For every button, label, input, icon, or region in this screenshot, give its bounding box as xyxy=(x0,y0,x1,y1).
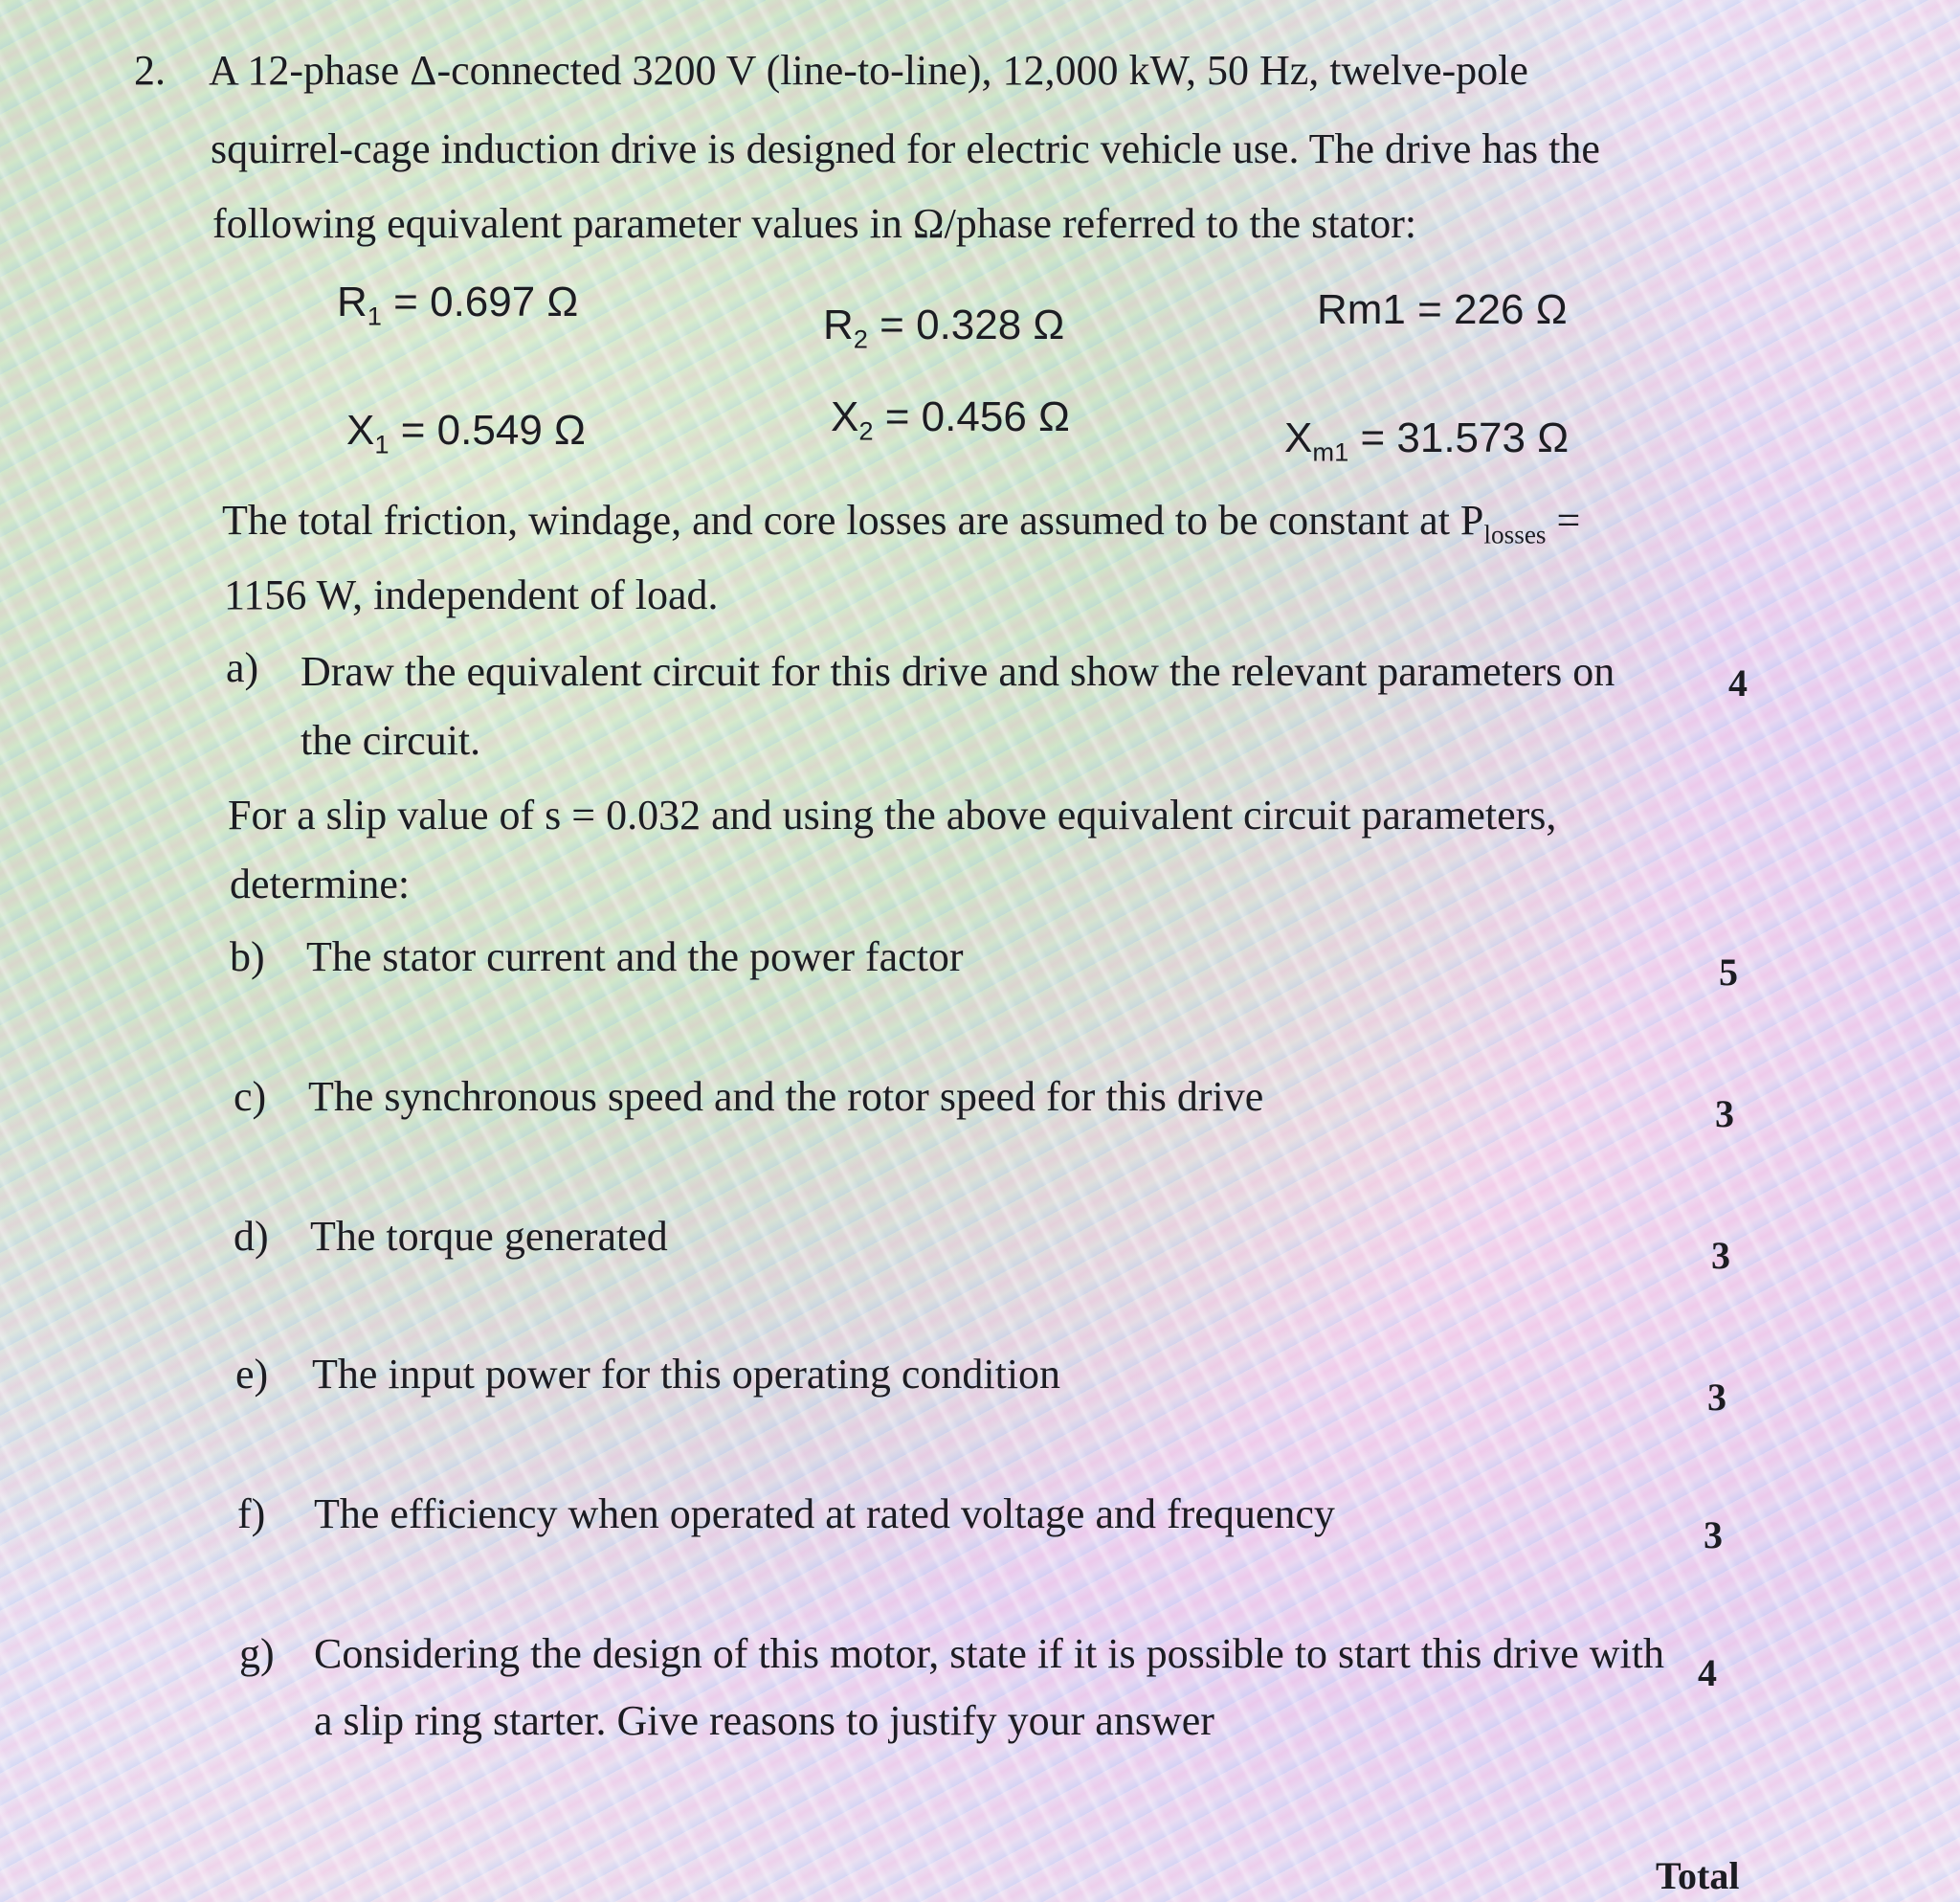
param-r2: $R_2 = 0.328$ Ω xyxy=(823,302,1065,354)
intro-line-2: squirrel-cage induction drive is designed for electric vehicle use. The drive has the xyxy=(211,125,1600,172)
part-g-line-2: a slip ring starter. Give reasons to justify your answer xyxy=(314,1697,1214,1744)
part-c-label: c) xyxy=(234,1073,267,1120)
param-xm1: $X_{m1} = 31.573$ Ω xyxy=(1284,414,1570,467)
part-c-marks: 3 xyxy=(1715,1092,1734,1135)
part-a-line-1: Draw the equivalent circuit for this drive and show the relevant parameters on xyxy=(301,648,1615,695)
part-b-text: The stator current and the power factor xyxy=(306,933,964,980)
part-g-label: g) xyxy=(239,1630,275,1677)
part-d-text: The torque generated xyxy=(310,1213,668,1260)
slip-line-2: determine: xyxy=(230,861,411,907)
part-g-marks: 4 xyxy=(1698,1651,1717,1694)
part-c-text: The synchronous speed and the rotor speed for this drive xyxy=(308,1073,1264,1120)
part-g-line-1: Considering the design of this motor, state if it is possible to start this drive with xyxy=(314,1630,1665,1677)
part-a-label: a) xyxy=(226,644,259,691)
part-b-marks: 5 xyxy=(1719,951,1738,994)
part-f-text: The efficiency when operated at rated voltage and frequency xyxy=(314,1490,1335,1537)
part-d-label: d) xyxy=(234,1213,269,1260)
param-r1: $R_1 = 0.697$ Ω xyxy=(337,279,579,331)
part-a-line-2: the circuit. xyxy=(301,717,481,764)
part-b-label: b) xyxy=(230,933,265,980)
part-e-label: e) xyxy=(235,1351,269,1398)
part-d-marks: 3 xyxy=(1711,1234,1730,1277)
part-f-label: f) xyxy=(237,1490,266,1537)
question-number: 2. xyxy=(134,47,166,94)
param-rm1: Rm1 = 226 Ω xyxy=(1317,286,1568,333)
param-x1: $X_1 = 0.549$ Ω xyxy=(346,407,586,459)
total-label: Total xyxy=(1656,1854,1740,1897)
slip-line-1: For a slip value of s = 0.032 and using the above equivalent circuit parameters, xyxy=(228,792,1557,839)
intro-line-1: A 12-phase Δ-connected 3200 V (line-to-line), 12,000 kW, 50 Hz, twelve-pole xyxy=(209,47,1528,94)
part-a-marks: 4 xyxy=(1728,661,1748,705)
losses-line-2: 1156 W, independent of load. xyxy=(224,571,719,618)
part-e-marks: 3 xyxy=(1707,1376,1726,1419)
part-f-marks: 3 xyxy=(1704,1513,1723,1556)
losses-line-1: The total friction, windage, and core losses are assumed to be constant at $P_{losses}$ = xyxy=(222,497,1581,549)
intro-line-3: following equivalent parameter values in Ω/phase referred to the stator: xyxy=(212,200,1417,247)
param-x2: $X_2 = 0.456$ Ω xyxy=(831,393,1070,446)
part-e-text: The input power for this operating condition xyxy=(312,1351,1061,1398)
